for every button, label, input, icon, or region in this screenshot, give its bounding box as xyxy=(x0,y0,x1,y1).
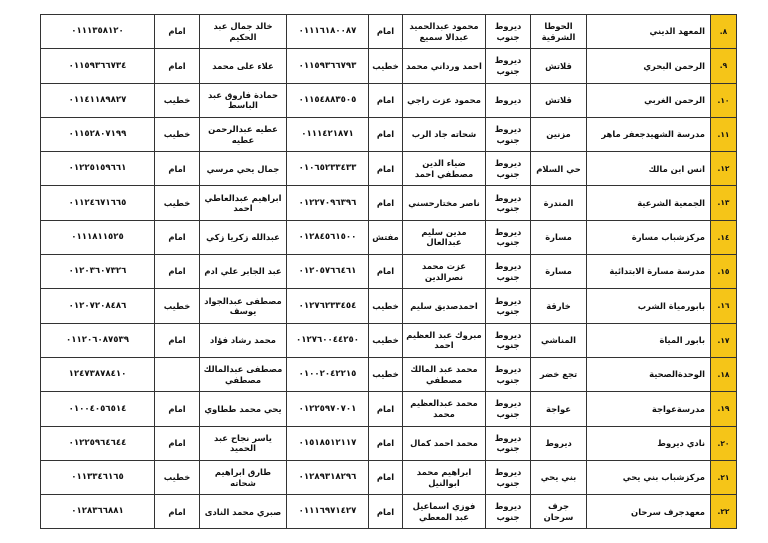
first-person-name: احمدصديق سليم xyxy=(403,289,486,323)
village-name: حي السلام xyxy=(531,152,587,186)
first-person-role: امام xyxy=(369,495,403,529)
second-person-role: خطيب xyxy=(155,117,200,151)
first-person-phone: ٠١٥١٨٥١٢١١٧ xyxy=(287,426,369,460)
first-person-name: ضياء الدين مصطفي احمد xyxy=(403,152,486,186)
village-name: بني يحي xyxy=(531,460,587,494)
second-person-name: عبد الجابر علي ادم xyxy=(200,255,287,289)
table-row xyxy=(41,426,737,460)
table-row xyxy=(41,117,737,151)
site-name: الوحدةالصحية xyxy=(587,357,711,391)
first-person-name: مدين سليم عبدالعال xyxy=(403,220,486,254)
village-name: عواجة xyxy=(531,392,587,426)
first-person-role: امام xyxy=(369,15,403,49)
second-person-role: امام xyxy=(155,15,200,49)
second-person-phone: ٠١١١٣٥٨١٢٠ xyxy=(41,15,155,49)
second-person-name: ابراهيم عبدالعاطي احمد xyxy=(200,186,287,220)
site-name: بابور المياة xyxy=(587,323,711,357)
second-person-name: حمادة فاروق عبد الباسط xyxy=(200,83,287,117)
second-person-role: خطيب xyxy=(155,289,200,323)
site-name: مدرسة الشهيدجعفر ماهر xyxy=(587,117,711,151)
village-name: مسارة xyxy=(531,220,587,254)
admin-unit: ديروط جنوب xyxy=(486,117,531,151)
first-person-role: امام xyxy=(369,426,403,460)
site-name: الجمعية الشرعية xyxy=(587,186,711,220)
second-person-role: امام xyxy=(155,220,200,254)
table-row xyxy=(41,15,737,49)
second-person-role: امام xyxy=(155,323,200,357)
second-person-name: صبري محمد النادى xyxy=(200,495,287,529)
site-name: المعهد الديني xyxy=(587,15,711,49)
site-name: الرحمن البحري xyxy=(587,49,711,83)
table-row xyxy=(41,495,737,529)
first-person-phone: ٠١٠٦٥٢٣٣٤٣٣ xyxy=(287,152,369,186)
table-row xyxy=(41,152,737,186)
second-person-name: يحي محمد ططاوي xyxy=(200,392,287,426)
first-person-role: امام xyxy=(369,83,403,117)
table-row xyxy=(41,49,737,83)
table-row xyxy=(41,220,737,254)
village-name: جرف سرحان xyxy=(531,495,587,529)
table-row xyxy=(41,460,737,494)
second-person-phone: ٠١١٤١١٨٩٨٢٧ xyxy=(41,83,155,117)
first-person-phone: ٠١٢٧٦٠٠٤٤٢٥٠ xyxy=(287,323,369,357)
village-name: قلاتش xyxy=(531,49,587,83)
first-person-phone: ٠١٢٧٦٢٣٣٤٥٤ xyxy=(287,289,369,323)
second-person-name: عطيه عبدالرحمن عطيه xyxy=(200,117,287,151)
second-person-name: خالد جمال عبد الحكيم xyxy=(200,15,287,49)
first-person-name: احمد ورداني محمد xyxy=(403,49,486,83)
first-person-role: امام xyxy=(369,152,403,186)
site-name: نادي ديروط xyxy=(587,426,711,460)
second-person-phone: ٠١٢٠٧٢٠٨٤٨٦ xyxy=(41,289,155,323)
site-name: مدرسة مسارة الابتدائية xyxy=(587,255,711,289)
table-row xyxy=(41,83,737,117)
mosque-assignment-table xyxy=(40,14,737,529)
village-name: ديروط xyxy=(531,426,587,460)
row-number: ٢١. xyxy=(711,460,737,494)
site-name: مركزشباب مسارة xyxy=(587,220,711,254)
first-person-phone: ٠١٢٢٥٩٧٠٧٠١ xyxy=(287,392,369,426)
row-number: ٢٢. xyxy=(711,495,737,529)
first-person-phone: ٠١١١٦١٨٠٠٨٧ xyxy=(287,15,369,49)
site-name: مركزشباب بني يحي xyxy=(587,460,711,494)
first-person-role: امام xyxy=(369,117,403,151)
first-person-name: مبروك عبد العظيم احمد xyxy=(403,323,486,357)
village-name: خارقة xyxy=(531,289,587,323)
first-person-role: امام xyxy=(369,460,403,494)
first-person-role: خطيب xyxy=(369,357,403,391)
admin-unit: ديروط جنوب xyxy=(486,49,531,83)
second-person-name: مصطفى عبدالجواد يوسف xyxy=(200,289,287,323)
row-number: ١١. xyxy=(711,117,737,151)
second-person-role: امام xyxy=(155,392,200,426)
row-number: ٢٠. xyxy=(711,426,737,460)
second-person-phone: ١٢٤٧٣٨٧٨٤١٠ xyxy=(41,357,155,391)
row-number: ١٤. xyxy=(711,220,737,254)
second-person-phone: ٠١١٥٢٨٠٧١٩٩ xyxy=(41,117,155,151)
second-person-phone: ٠١١٣٣٤٦١٦٥ xyxy=(41,460,155,494)
second-person-phone: ٠١١٢٠٦٠٨٧٥٣٩ xyxy=(41,323,155,357)
first-person-role: امام xyxy=(369,186,403,220)
table-row xyxy=(41,323,737,357)
first-person-role: خطيب xyxy=(369,49,403,83)
first-person-name: محمد عبد المالك مصطفي xyxy=(403,357,486,391)
second-person-name: ياسر نجاح عبد الحميد xyxy=(200,426,287,460)
second-person-role: امام xyxy=(155,152,200,186)
first-person-phone: ٠١١٥٤٨٨٣٥٠٥ xyxy=(287,83,369,117)
admin-unit: ديروط جنوب xyxy=(486,255,531,289)
row-number: ١٨. xyxy=(711,357,737,391)
first-person-role: خطيب xyxy=(369,323,403,357)
row-number: ١٦. xyxy=(711,289,737,323)
admin-unit: ديروط جنوب xyxy=(486,220,531,254)
second-person-phone: ٠١٢٨٣٦٦٨٨١ xyxy=(41,495,155,529)
first-person-phone: ٠١١١٤٢١٨٧١ xyxy=(287,117,369,151)
second-person-role: امام xyxy=(155,255,200,289)
first-person-phone: ٠١١١٦٩٧١٤٢٧ xyxy=(287,495,369,529)
second-person-role: امام xyxy=(155,495,200,529)
village-name: قلاتش xyxy=(531,83,587,117)
second-person-role: خطيب xyxy=(155,460,200,494)
row-number: ١٩. xyxy=(711,392,737,426)
first-person-phone: ٠١٢٠٥٧٦٦٤٦١ xyxy=(287,255,369,289)
second-person-name: طارق ابراهيم شحاته xyxy=(200,460,287,494)
second-person-role: امام xyxy=(155,49,200,83)
second-person-role xyxy=(155,357,200,391)
village-name: المندرة xyxy=(531,186,587,220)
second-person-phone: ٠١١٢٤٦٧١٦٦٥ xyxy=(41,186,155,220)
first-person-name: ابراهيم محمد ابوالنيل xyxy=(403,460,486,494)
first-person-name: عزت محمد نصرالدين xyxy=(403,255,486,289)
first-person-role: امام xyxy=(369,255,403,289)
second-person-phone: ٠١٠٠٤٠٥٦٥١٤ xyxy=(41,392,155,426)
admin-unit: ديروط جنوب xyxy=(486,392,531,426)
village-name: مسارة xyxy=(531,255,587,289)
first-person-name: محمد احمد كمال xyxy=(403,426,486,460)
site-name: مدرسةعواجة xyxy=(587,392,711,426)
first-person-name: فوزي اسماعيل عبد المعطي xyxy=(403,495,486,529)
first-person-name: محمود عزت راجي xyxy=(403,83,486,117)
first-person-name: محمود عبدالحميد عبدالا سميع xyxy=(403,15,486,49)
admin-unit: ديروط جنوب xyxy=(486,289,531,323)
table-row xyxy=(41,186,737,220)
admin-unit: ديروط جنوب xyxy=(486,186,531,220)
admin-unit: ديروط جنوب xyxy=(486,426,531,460)
table-body xyxy=(41,15,737,529)
table-row xyxy=(41,392,737,426)
first-person-name: ناصر مختارحسني xyxy=(403,186,486,220)
second-person-name: عبدالله زكريا زكي xyxy=(200,220,287,254)
table-row xyxy=(41,255,737,289)
admin-unit: ديروط جنوب xyxy=(486,357,531,391)
admin-unit: ديروط جنوب xyxy=(486,460,531,494)
second-person-role: امام xyxy=(155,426,200,460)
second-person-name: علاء على محمد xyxy=(200,49,287,83)
village-name: مزنين xyxy=(531,117,587,151)
second-person-phone: ٠١٢٠٣٦٠٧٣٢٦ xyxy=(41,255,155,289)
second-person-role: خطيب xyxy=(155,83,200,117)
admin-unit: ديروط جنوب xyxy=(486,323,531,357)
first-person-phone: ٠١٢٢٧٠٩٦٣٩٦ xyxy=(287,186,369,220)
first-person-name: شحاته جاد الرب xyxy=(403,117,486,151)
table-row xyxy=(41,289,737,323)
second-person-phone: ٠١١٥٩٣٦٦٧٣٤ xyxy=(41,49,155,83)
site-name: معهدجرف سرحان xyxy=(587,495,711,529)
village-name: المناشي xyxy=(531,323,587,357)
second-person-phone: ٠١٢٢٥٩٦٤٦٤٤ xyxy=(41,426,155,460)
second-person-name: مصطفى عبدالمالك مصطفي xyxy=(200,357,287,391)
first-person-phone: ٠١١٥٩٣٦٦٧٩٣ xyxy=(287,49,369,83)
site-name: انس ابن مالك xyxy=(587,152,711,186)
village-name: الحوطا الشرقية xyxy=(531,15,587,49)
admin-unit: ديروط جنوب xyxy=(486,15,531,49)
first-person-phone: ٠١٠٠٢٠٤٢٢١٥ xyxy=(287,357,369,391)
row-number: ١٥. xyxy=(711,255,737,289)
site-name: الرحمن الغربي xyxy=(587,83,711,117)
row-number: ١٣. xyxy=(711,186,737,220)
admin-unit: ديروط جنوب xyxy=(486,152,531,186)
site-name: بابورمياة الشرب xyxy=(587,289,711,323)
second-person-role: خطيب xyxy=(155,186,200,220)
admin-unit: ديروط جنوب xyxy=(486,495,531,529)
row-number: ٩. xyxy=(711,49,737,83)
admin-unit: ديروط xyxy=(486,83,531,117)
first-person-phone: ٠١٢٨٩٣١٨٢٩٦ xyxy=(287,460,369,494)
first-person-name: محمد عبدالعظيم محمد xyxy=(403,392,486,426)
row-number: ١٧. xyxy=(711,323,737,357)
table-row xyxy=(41,357,737,391)
second-person-name: جمال يحي مرسي xyxy=(200,152,287,186)
first-person-role: مفتش xyxy=(369,220,403,254)
second-person-name: محمد رشاد فؤاد xyxy=(200,323,287,357)
row-number: ١٠. xyxy=(711,83,737,117)
first-person-role: امام xyxy=(369,392,403,426)
village-name: تجع خضر xyxy=(531,357,587,391)
first-person-phone: ٠١٢٨٤٥٦١٥٠٠ xyxy=(287,220,369,254)
first-person-role: خطيب xyxy=(369,289,403,323)
row-number: ٨. xyxy=(711,15,737,49)
second-person-phone: ٠١٢٢٥١٥٩٦٦١ xyxy=(41,152,155,186)
second-person-phone: ٠١١١٨١١٥٢٥ xyxy=(41,220,155,254)
row-number: ١٢. xyxy=(711,152,737,186)
